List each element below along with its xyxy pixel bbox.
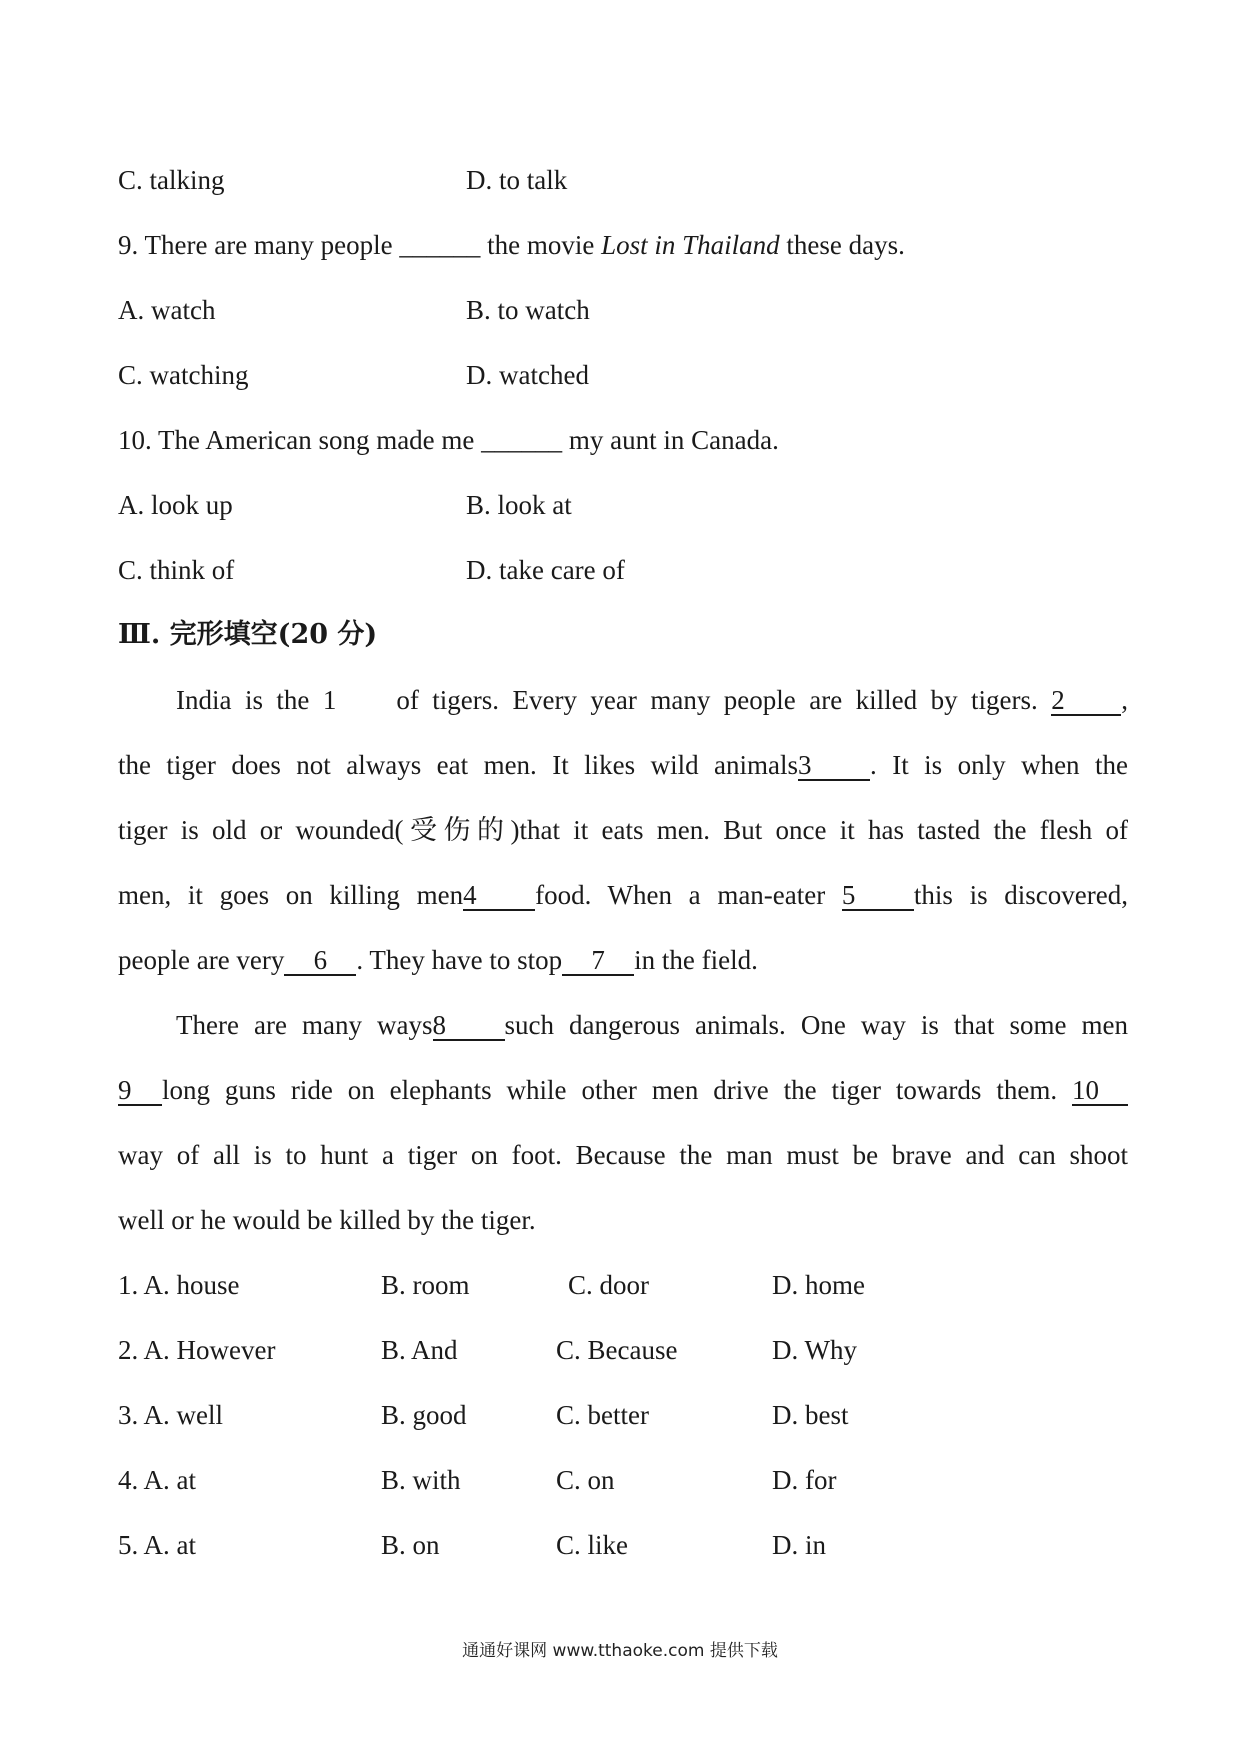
passage-text: , (1121, 685, 1129, 715)
cloze-option-4c: C. on (556, 1465, 615, 1495)
cloze-option-2d: D. Why (772, 1335, 857, 1365)
passage-text: such dangerous animals. One way is that some men (504, 1010, 1128, 1040)
cloze-blank-3: 3 (798, 751, 870, 781)
q10-text-pre: 10. The American song made me (118, 425, 475, 455)
passage-line-8: way of all is to hunt a tiger on foot. Because the man must be brave and can shoot (118, 1140, 1128, 1170)
cloze-blank-10: 10 (1072, 1076, 1128, 1106)
question-10 (118, 423, 779, 457)
q10-text-post: my aunt in Canada. (568, 425, 779, 455)
q9-option-c: C. watching (118, 360, 249, 390)
q10-option-a: A. look up (118, 490, 233, 520)
cloze-option-4b: B. with (381, 1465, 461, 1495)
cloze-blank-8: 8 (433, 1011, 505, 1041)
cloze-blank-1: 1 (322, 685, 337, 715)
q9-blank: ______ (399, 230, 481, 260)
q9-option-b: B. to watch (466, 295, 590, 325)
cloze-blank-5: 5 (842, 881, 914, 911)
cloze-option-1d: D. home (772, 1270, 865, 1300)
cloze-blank-6: 6 (284, 946, 356, 976)
passage-text: in the field. (634, 945, 758, 975)
passage-line-5 (118, 943, 1128, 977)
cloze-option-5a: 5. A. at (118, 1530, 196, 1560)
cloze-option-3c: C. better (556, 1400, 649, 1430)
passage-text: of tigers. Every year many people are killed by tigers. (396, 685, 1038, 715)
q9-text-pre: 9. There are many people (118, 230, 393, 260)
passage-line-4 (118, 878, 1128, 912)
q10-blank: ______ (481, 425, 563, 455)
q10-option-c: C. think of (118, 555, 235, 585)
q8-option-c: C. talking (118, 165, 225, 195)
cloze-option-2c: C. Because (556, 1335, 678, 1365)
cloze-option-4a: 4. A. at (118, 1465, 196, 1495)
page-footer: 通通好课网 www.tthaoke.com 提供下载 (462, 1641, 778, 1661)
passage-line-3: tiger is old or wounded(受伤的)that it eats men. But once it has tasted the flesh of (118, 815, 1128, 845)
cloze-option-1a: 1. A. house (118, 1270, 240, 1300)
passage-text: long guns ride on elephants while other men drive the tiger towards them. (162, 1075, 1058, 1105)
question-9 (118, 228, 905, 262)
section-heading-cloze: Ⅲ. 完形填空(20 分) (118, 619, 378, 650)
cloze-option-3d: D. best (772, 1400, 849, 1430)
q9-text-mid: the movie (487, 230, 595, 260)
cloze-option-5c: C. like (556, 1530, 628, 1560)
cloze-option-1b: B. room (381, 1270, 470, 1300)
passage-text: food. When a man-eater (535, 880, 826, 910)
passage-text: men, it goes on killing men (118, 880, 464, 910)
q8-option-d: D. to talk (466, 165, 568, 195)
passage-text: . It is only when the (870, 750, 1128, 780)
q9-option-d: D. watched (466, 360, 589, 390)
passage-text: people are very (118, 945, 285, 975)
passage-line-2 (118, 748, 1128, 782)
passage-line-6 (176, 1008, 1128, 1042)
cloze-option-5d: D. in (772, 1530, 826, 1560)
q9-option-a: A. watch (118, 295, 216, 325)
passage-line-9: well or he would be killed by the tiger. (118, 1205, 536, 1235)
cloze-option-1c: C. door (568, 1270, 649, 1300)
cloze-option-5b: B. on (381, 1530, 440, 1560)
passage-text: . They have to stop (356, 945, 563, 975)
cloze-blank-2: 2 (1051, 686, 1121, 716)
q9-text-post: these days. (786, 230, 905, 260)
q9-movie-title: Lost in Thailand (601, 230, 780, 260)
passage-line-1 (176, 683, 1128, 717)
q10-option-b: B. look at (466, 490, 572, 520)
passage-text: this is discovered, (913, 880, 1128, 910)
cloze-option-3b: B. good (381, 1400, 467, 1430)
passage-text: the tiger does not always eat men. It likes wild animals (118, 750, 799, 780)
cloze-blank-9: 9 (118, 1076, 162, 1106)
cloze-blank-7: 7 (562, 946, 634, 976)
cloze-option-4d: D. for (772, 1465, 837, 1495)
cloze-option-2b: B. And (381, 1335, 458, 1365)
cloze-option-3a: 3. A. well (118, 1400, 223, 1430)
cloze-blank-4: 4 (463, 881, 535, 911)
cloze-option-2a: 2. A. However (118, 1335, 276, 1365)
q10-option-d: D. take care of (466, 555, 625, 585)
passage-text: India is the (176, 685, 310, 715)
passage-text: There are many ways (176, 1010, 433, 1040)
passage-line-7 (118, 1073, 1128, 1107)
